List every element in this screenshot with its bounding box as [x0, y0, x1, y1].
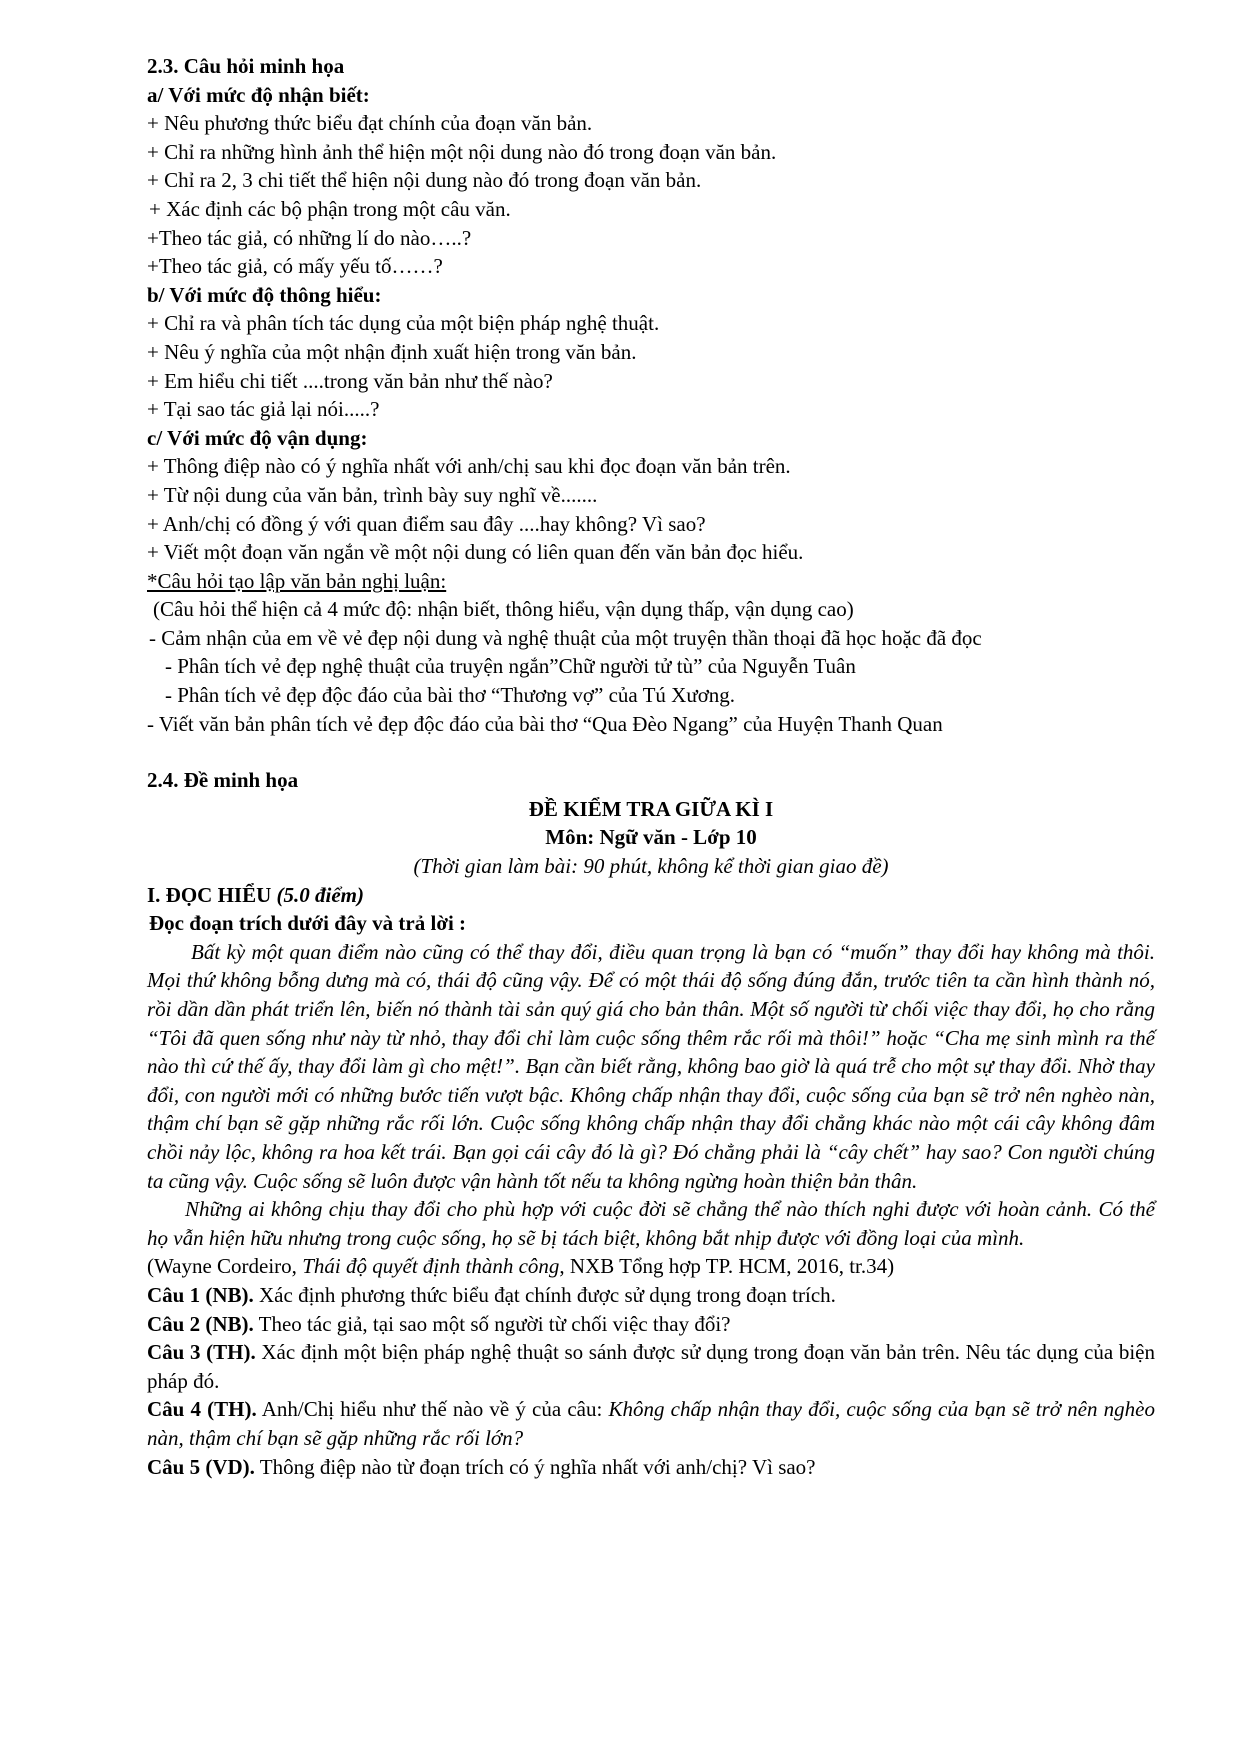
part1-heading	[147, 881, 1155, 910]
passage-paragraph-1: Bất kỳ một quan điểm nào cũng có thể thay đổi, điều quan trọng là bạn có “muốn” thay đổi hay không mà thôi. Mọi thứ không bỗng dưng mà có, thái độ cũng vậy. Để có một thái độ sống đúng đắn, trước tiên ta cần hình thành nó, rồi dần dần phát triển lên, biến nó thành tài sản quý giá cho bản thân. Một số người từ chối việc thay đổi, họ cho rằng “Tôi đã quen sống như này từ nhỏ, thay đổi chỉ làm cuộc sống thêm rắc rối mà thôi!” hoặc “Cha mẹ sinh mình ra thế nào thì cứ thế ấy, thay đổi làm gì cho mệt!”. Bạn cần biết rằng, không bao giờ là quá trễ cho một sự thay đổi. Nhờ thay đổi, con người mới có những bước tiến vượt bậc. Không chấp nhận thay đổi, cuộc sống của bạn sẽ trở nên nghèo nàn, thậm chí bạn sẽ gặp những rắc rối lớn. Cuộc sống không chấp nhận thay đổi chẳng khác nào một cái cây không đâm chồi nảy lộc, không ra hoa kết trái. Bạn gọi cái cây đó là gì? Đó chẳng phải là “cây chết” hay sao? Con người chúng ta cũng vậy. Cuộc sống sẽ luôn được vận hành tốt nếu ta không ngừng hoàn thiện bản thân.	[147, 939, 1155, 1193]
question-label: Câu 1 (NB).	[147, 1282, 254, 1307]
list-item: - Cảm nhận của em về vẻ đẹp nội dung và nghệ thuật của một truyện thần thoại đã học hoặc đã đọc	[149, 625, 982, 650]
list-item: + Xác định các bộ phận trong một câu văn.	[149, 196, 511, 221]
question-text: Anh/Chị hiểu như thế nào về ý của câu:	[256, 1397, 609, 1422]
essay-note: (Câu hỏi thể hiện cả 4 mức độ: nhận biết, thông hiểu, vận dụng thấp, vận dụng cao)	[153, 597, 854, 622]
list-item: +Theo tác giả, có mấy yếu tố……?	[147, 254, 443, 279]
question-text: Xác định một biện pháp nghệ thuật so sánh được sử dụng trong đoạn văn bản trên. Nêu tác dụng của biện pháp đó.	[147, 1340, 1155, 1393]
section-2-3-heading: 2.3. Câu hỏi minh họa	[147, 54, 345, 78]
source-author: (Wayne Cordeiro,	[147, 1254, 303, 1279]
question-text: Theo tác giả, tại sao một số người từ chối việc thay đổi?	[253, 1311, 731, 1336]
list-item: + Em hiểu chi tiết ....trong văn bản như thế nào?	[147, 368, 553, 393]
list-item: + Tại sao tác giả lại nói.....?	[147, 397, 380, 422]
level-b-heading: b/ Với mức độ thông hiểu:	[147, 282, 382, 307]
list-item: + Nêu ý nghĩa của một nhận định xuất hiện trong văn bản.	[147, 339, 637, 364]
question-quote: Không chấp nhận thay đổi, cuộc sống của bạn sẽ trở nên nghèo nàn, thậm chí bạn sẽ gặp những rắc rối lớn?	[147, 1397, 1155, 1450]
list-item: +Theo tác giả, có những lí do nào…..?	[147, 225, 472, 250]
list-item: + Chỉ ra và phân tích tác dụng của một biện pháp nghệ thuật.	[147, 311, 660, 336]
list-item: - Phân tích vẻ đẹp nghệ thuật của truyện ngắn”Chữ người tử tù” của Nguyễn Tuân	[165, 654, 856, 679]
source-book-title: Thái độ quyết định thành công	[302, 1254, 560, 1279]
level-a-heading: a/ Với mức độ nhận biết:	[147, 82, 370, 107]
list-item: - Viết văn bản phân tích vẻ đẹp độc đáo của bài thơ “Qua Đèo Ngang” của Huyện Thanh Quan	[147, 711, 943, 736]
source-publisher: , NXB Tổng hợp TP. HCM, 2016, tr.34)	[559, 1254, 895, 1279]
document-page	[147, 52, 1155, 1481]
level-c-heading: c/ Với mức độ vận dụng:	[147, 425, 368, 450]
part1-points: (5.0 điểm)	[276, 882, 365, 907]
list-item: - Phân tích vẻ đẹp độc đáo của bài thơ “Thương vợ” của Tú Xương.	[165, 683, 736, 708]
passage-source	[147, 1252, 1155, 1281]
question-4	[147, 1395, 1155, 1452]
list-item: + Từ nội dung của văn bản, trình bày suy nghĩ về.......	[147, 482, 598, 507]
question-text: Thông điệp nào từ đoạn trích có ý nghĩa nhất với anh/chị? Vì sao?	[254, 1454, 816, 1479]
question-2	[147, 1310, 1155, 1339]
list-item: + Anh/chị có đồng ý với quan điểm sau đây ....hay không? Vì sao?	[147, 511, 706, 536]
question-label: Câu 4 (TH).	[147, 1397, 257, 1422]
question-label: Câu 2 (NB).	[147, 1311, 254, 1336]
exam-time: (Thời gian làm bài: 90 phút, không kể thời gian giao đề)	[413, 854, 889, 879]
question-5	[147, 1453, 1155, 1482]
list-item: + Thông điệp nào có ý nghĩa nhất với anh/chị sau khi đọc đoạn văn bản trên.	[147, 454, 791, 479]
exam-subject: Môn: Ngữ văn - Lớp 10	[545, 825, 757, 850]
list-item: + Viết một đoạn văn ngắn về một nội dung có liên quan đến văn bản đọc hiểu.	[147, 540, 804, 565]
spacer	[147, 738, 1155, 766]
question-label: Câu 5 (VD).	[147, 1454, 255, 1479]
question-label: Câu 3 (TH).	[147, 1340, 256, 1365]
question-text: Xác định phương thức biểu đạt chính được sử dụng trong đoạn trích.	[253, 1282, 836, 1307]
essay-heading: *Câu hỏi tạo lập văn bản nghị luận:	[147, 568, 447, 593]
part1-title: I. ĐỌC HIỂU	[147, 882, 272, 907]
list-item: + Chỉ ra những hình ảnh thể hiện một nội dung nào đó trong đoạn văn bản.	[147, 139, 777, 164]
question-3	[147, 1338, 1155, 1395]
passage-paragraph-2: Những ai không chịu thay đổi cho phù hợp với cuộc đời sẽ chẳng thể nào thích nghi được với hoàn cảnh. Có thể họ vẫn hiện hữu nhưng trong cuộc sống, họ sẽ bị tách biệt, không bắt nhịp được với đồng loại của mình.	[147, 1197, 1155, 1250]
list-item: + Chỉ ra 2, 3 chi tiết thể hiện nội dung nào đó trong đoạn văn bản.	[147, 168, 702, 193]
list-item: + Nêu phương thức biểu đạt chính của đoạn văn bản.	[147, 111, 593, 136]
question-1	[147, 1281, 1155, 1310]
section-2-4-heading: 2.4. Đề minh họa	[147, 768, 299, 793]
reading-instruction: Đọc đoạn trích dưới đây và trả lời :	[149, 911, 467, 936]
exam-title: ĐỀ KIỂM TRA GIỮA KÌ I	[528, 796, 774, 821]
